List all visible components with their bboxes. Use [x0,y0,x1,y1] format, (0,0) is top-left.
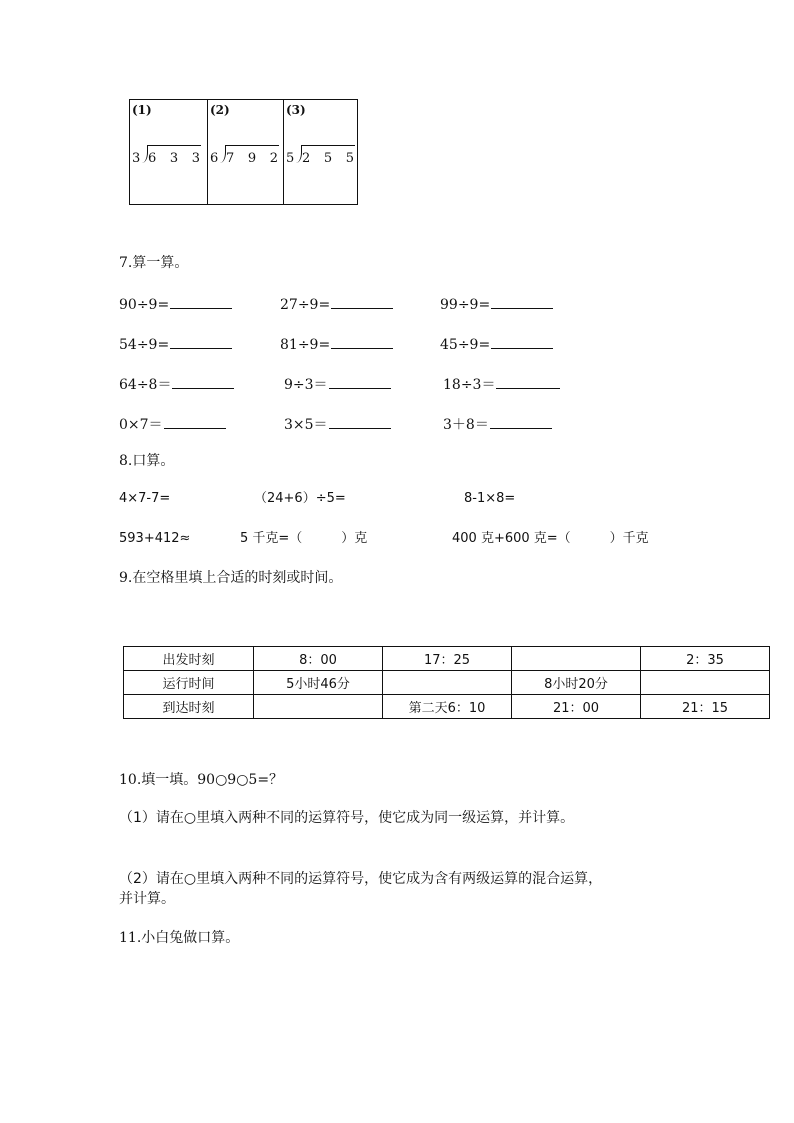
q7-item: 3×5＝ [284,416,391,432]
q7-item: 18÷3＝ [443,376,560,392]
answer-blank[interactable] [170,296,232,309]
table-cell: 8小时20分 [512,671,641,695]
q7-item: 90÷9= [119,296,232,312]
dividend [302,151,354,166]
q10-part2-line1: （2）请在○里填入两种不同的运算符号，使它成为含有两级运算的混合运算， [119,871,603,887]
division-box-3 [283,100,357,204]
table-row [124,671,770,695]
answer-blank[interactable] [170,336,232,349]
table-cell: 5小时46分 [254,671,383,695]
divisor: 3 [132,151,141,166]
q8-title: 8.口算。 [119,453,175,469]
q8-item: 4×7-7= [119,491,171,506]
long-division-boxes [129,99,358,205]
q7-item: 27÷9= [280,296,393,312]
answer-blank[interactable] [331,336,393,349]
division-bar [301,145,355,146]
dividend [226,151,278,166]
dividend-digit: 5 [345,151,354,166]
division-label: (2) [210,103,230,117]
dividend-digit: 3 [169,151,179,166]
division-bar [225,145,279,146]
q8-item: 400 克+600 克=（ ）千克 [452,531,649,546]
answer-blank[interactable] [496,376,560,389]
q8-item: 8-1×8= [464,491,516,506]
table-cell: 2：35 [641,647,770,671]
q7-item: 45÷9= [440,336,553,352]
table-cell-blank[interactable] [254,695,383,719]
table-cell-blank[interactable] [641,671,770,695]
divisor: 5 [286,151,295,166]
answer-blank[interactable] [329,376,391,389]
table-row [124,695,770,719]
row-header: 出发时刻 [124,647,254,671]
dividend-digit: 3 [191,151,200,166]
division-box-1 [130,100,207,204]
answer-blank[interactable] [331,296,393,309]
division-bar [147,145,201,146]
q9-title: 9.在空格里填上合适的时刻或时间。 [119,570,343,586]
dividend [148,151,200,166]
dividend-digit: 7 [226,151,235,166]
q7-item: 99÷9= [440,296,553,312]
answer-blank[interactable] [329,416,391,429]
row-header: 到达时刻 [124,695,254,719]
q11-title: 11.小白兔做口算。 [119,930,240,946]
answer-blank[interactable] [164,416,226,429]
q7-item: 0×7＝ [119,416,226,432]
table-cell-blank[interactable] [383,671,512,695]
table-cell: 8：00 [254,647,383,671]
table-row [124,647,770,671]
divisor: 6 [210,151,219,166]
row-header: 运行时间 [124,671,254,695]
table-cell-blank[interactable] [512,647,641,671]
dividend-digit: 5 [323,151,333,166]
division-label: (3) [286,103,306,117]
dividend-digit: 9 [247,151,257,166]
q10-part1: （1）请在○里填入两种不同的运算符号，使它成为同一级运算，并计算。 [119,810,575,826]
q8-item: 5 千克=（ ）克 [240,531,368,546]
dividend-digit: 2 [269,151,278,166]
q7-title: 7.算一算。 [119,255,189,271]
q7-item: 64÷8＝ [119,376,234,392]
q7-item: 54÷9= [119,336,232,352]
dividend-digit: 2 [302,151,311,166]
dividend-digit: 6 [148,151,157,166]
division-label: (1) [132,103,152,117]
q8-item: 593+412≈ [119,531,191,546]
table-cell: 21：15 [641,695,770,719]
q10-title: 10.填一填。90○9○5=？ [119,772,284,788]
q7-item: 81÷9= [280,336,393,352]
answer-blank[interactable] [491,296,553,309]
time-table [123,646,770,719]
answer-blank[interactable] [172,376,234,389]
answer-blank[interactable] [491,336,553,349]
table-cell: 17：25 [383,647,512,671]
division-box-2 [207,100,283,204]
q7-item: 3＋8＝ [443,416,552,432]
table-cell: 21：00 [512,695,641,719]
q7-item: 9÷3＝ [284,376,391,392]
answer-blank[interactable] [490,416,552,429]
q10-part2-line2: 并计算。 [119,891,175,907]
table-cell: 第二天6：10 [383,695,512,719]
q8-item: （24+6）÷5= [254,491,346,506]
